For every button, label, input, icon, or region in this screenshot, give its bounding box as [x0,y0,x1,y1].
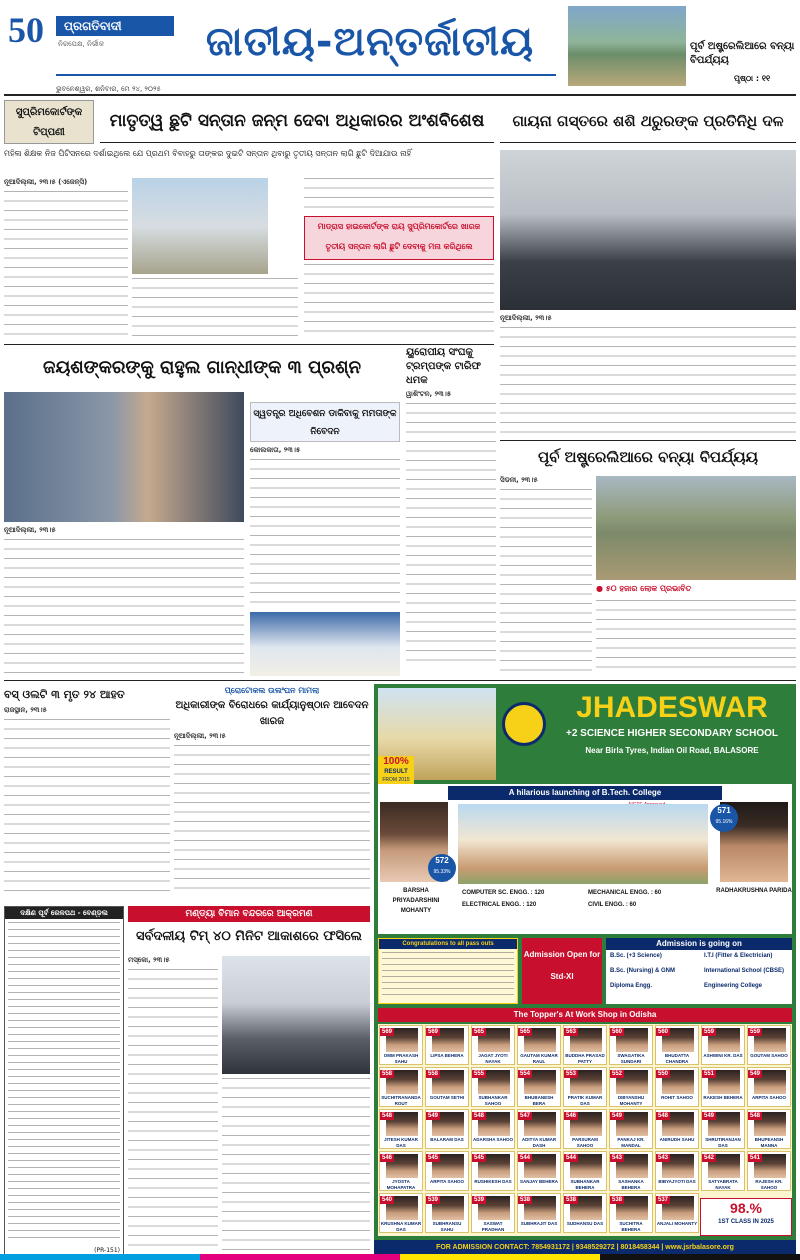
ad-first-class-box [700,1198,792,1236]
topper-card [655,1067,699,1107]
ad-student1-score: 572 [435,856,449,865]
anniversary-logo [8,8,48,60]
sc-body-filler-1 [4,191,128,339]
sc-body-col2 [132,278,298,338]
jaishankar-body-filler [4,539,244,675]
topper-name: ASHWINI KR. DAS [703,1053,743,1058]
airport-body-left [128,956,218,1256]
bus-dateline: ରାଜସ୍ଥାନ, ୨୩।୫ [4,706,47,714]
topper-name: SATYABRATA NAYAK [708,1179,738,1190]
ad-footer: FOR ADMISSION CONTACT: 7854931172 | 9348529272 | 8018458344 | www.jsrbalasore.org [374,1240,796,1256]
tender-notice [4,906,124,1256]
topper-score: 538 [520,1197,531,1203]
topper-card [609,1193,653,1233]
topper-score: 548 [474,1113,485,1119]
sc-dateline: ନୂଆଦିଲ୍ଲୀ, ୨୩।୫ (ଏଜେନ୍ସି) [4,178,88,186]
topper-name: SASWAT PRADHAN [481,1221,505,1232]
topper-name: BHUDATTA CHANDRA [664,1053,690,1064]
topper-name: SUBHRAJIT DAS [520,1221,558,1226]
flood-body-filler-1 [500,489,592,675]
topper-card [609,1151,653,1191]
airport-dateline: ମସ୍କୋ, ୨୩।୫ [128,956,170,964]
flood-story [500,440,796,676]
flood-body-right [596,600,796,676]
topper-card [655,1109,699,1149]
sc-building-photo [132,178,268,274]
ad-student2-score: 571 [717,806,731,815]
topper-name: JYOSTA MOHAPATRA [386,1179,416,1190]
bus-headline: ବସ୍ ଓଲଟି ୩ ମୃତ ୨୪ ଆହତ [4,688,125,701]
flood-photo [596,476,796,580]
topper-score: 549 [750,1071,761,1077]
topper-card [747,1109,791,1149]
topper-score: 560 [658,1029,669,1035]
ad-student1-score-badge [428,854,456,882]
sc-headline-rule [100,142,494,143]
sc-story [4,98,494,342]
ad-student1-pct: 95.33% [433,869,451,875]
school-ad [374,684,796,1256]
topper-name: BHUBANESH BERA [524,1095,554,1106]
protocol-story [174,684,370,902]
topper-name: ADARSHA SAHOO [472,1137,514,1142]
topper-score: 569 [428,1029,439,1035]
topper-name: PRATIK KUMAR DAS [567,1095,603,1106]
topper-name: SWAGATIKA SUNDARI [617,1053,645,1064]
ad-course-1: B.Sc. (Nursing) & GNM [610,968,676,974]
topper-score: 558 [428,1071,439,1077]
ad-info-row [378,938,792,1004]
ad-student2-name: RADHAKRUSHNA PARIDA [716,888,792,894]
topper-score: 539 [428,1197,439,1203]
topper-card [747,1025,791,1065]
anniversary-number: 50 [8,10,44,50]
topper-score: 560 [612,1029,623,1035]
mamata-dateline: କୋଲକାତା, ୨୩।୫ [250,446,301,454]
eu-headline: ୟୁରୋପୀୟ ସଂଘକୁ ଟ୍ରମ୍ପଙ୍କ ଟାରିଫ ଧମକ [406,347,482,386]
topper-score: 543 [612,1155,623,1161]
topper-score: 569 [382,1029,393,1035]
ad-congrats-box [378,938,518,1004]
topper-score: 541 [750,1155,761,1161]
topper-name: SHRUTIRANJAN DAS [705,1137,741,1148]
ad-result-badge [378,756,414,786]
ad-result-pct: 100% [383,756,409,767]
topper-score: 543 [658,1155,669,1161]
dateline-bar [56,74,556,93]
topper-card [425,1193,469,1233]
topper-card [425,1025,469,1065]
ad-course-3: I.T.I (Fitter & Electrician) [704,953,773,959]
topper-name: RAKESH BEHERA [703,1095,743,1100]
topper-score: 539 [474,1197,485,1203]
flood-teaser-text: ପୂର୍ବ ଅଷ୍ଟ୍ରେଲିଆରେ ବନ୍ୟା ବିପର୍ଯ୍ୟୟ [690,41,795,66]
topper-score: 550 [658,1071,669,1077]
topper-name: SUDHANSU DAS [566,1221,604,1226]
topper-score: 544 [520,1155,531,1161]
flood-headline: ପୂର୍ବ ଅଷ୍ଟ୍ରେଲିଆରେ ବନ୍ୟା ବିପର୍ଯ୍ୟୟ [537,448,759,466]
topper-score: 538 [566,1197,577,1203]
topper-name: JAGAT JYOTI NAYAK [478,1053,508,1064]
topper-score: 551 [704,1071,715,1077]
topper-card [563,1067,607,1107]
topper-name: ADITYA KUMAR DASH [521,1137,557,1148]
ad-courses-box [606,938,792,1004]
topper-card [425,1067,469,1107]
ad-school-sub: +2 SCIENCE HIGHER SECONDARY SCHOOL [566,728,778,739]
topper-score: 546 [382,1155,393,1161]
protocol-kicker: ପ୍ରୋଟୋକଲ ଉଲଂଘନ ମାମଲା [224,686,320,695]
topper-card [517,1067,561,1107]
topper-card [747,1067,791,1107]
bus-story [4,684,170,902]
eu-dateline: ୱାଶିଂଟନ, ୨୩।୫ [406,390,452,398]
sc-kicker: ସୁପ୍ରିମକୋର୍ଟଙ୍କ ଟିପ୍ପଣୀ [4,100,94,144]
protocol-dateline: ନୂଆଦିଲ୍ଲୀ, ୨୩।୫ [174,732,226,740]
bus-body-filler [4,719,170,895]
topper-score: 545 [428,1155,439,1161]
issue-date: ଭୁବନେଶ୍ୱର, ଶନିବାର, ମେ ୨୪, ୨୦୨୫ [56,85,161,93]
topper-score: 542 [704,1155,715,1161]
ad-course-5: Engineering College [704,983,763,989]
tharoor-headline-rule [500,142,796,143]
topper-score: 563 [566,1029,577,1035]
sc-intro: ମହିଳା ଶିକ୍ଷକ ନିଜ ପିଟିସନରେ ଦର୍ଶାଇଥିଲେ ଯେ ପ୍ରଥମ ବିବାହରୁ ତାଙ୍କର ଦୁଇଟି ସନ୍ତାନ ଥିବାରୁ ତୃତୀୟ ସନ୍ତାନ ଲାଗି ଛୁଟି ଦିଆଯାଉ ନାହିଁ [4,149,412,158]
topper-card [701,1109,745,1149]
topper-score: 548 [382,1113,393,1119]
topper-card [655,1193,699,1233]
protocol-headline: ଅଧିକାରୀଙ୍କ ବିରୋଧରେ କାର୍ଯ୍ୟାନୁଷ୍ଠାନ ଆବେଦନ ଖାରଜ [175,700,369,727]
topper-name: KRUSHNA KUMAR DAS [380,1221,422,1232]
topper-score: 555 [474,1071,485,1077]
ad-seat-0: COMPUTER SC. ENGG. : 120 [462,890,545,896]
tharoor-delegation-photo [500,150,796,310]
eu-body [406,390,496,670]
ad-student2-pct: 95.16% [715,819,733,825]
flood-top-rule [500,440,796,441]
topper-name: BIBYAJYOTI DAS [658,1179,696,1184]
topper-name: ANIRUDH SAHU [659,1137,695,1142]
topper-score: 548 [750,1113,761,1119]
topper-card [471,1109,515,1149]
tender-header: ଦକ୍ଷିଣ ପୂର୍ବ ରେଳପଥ - ବେଣ୍ଡ଼ଲ [5,907,123,919]
topper-card [563,1025,607,1065]
masthead [0,0,800,96]
ad-congrats-filler [382,952,514,1000]
ad-result-label: RESULT [384,769,408,775]
brand-name: ପ୍ରଗତିବାଦୀ [56,16,174,36]
topper-name: SASHANKA BEHERA [618,1179,644,1190]
topper-name: RUSHIKESH DAS [474,1179,512,1184]
topper-score: 552 [612,1071,623,1077]
mamata-headline-box [250,402,400,442]
topper-score: 559 [750,1029,761,1035]
topper-card [563,1193,607,1233]
airport-photo [222,956,370,1074]
topper-name: PARSURAM SAHOO [572,1137,598,1148]
tharoor-headline: ଗାୟନା ଗସ୍ତରେ ଶଶି ଥରୁରଙ୍କ ପ୍ରତିନିଧି ଦଳ [512,112,784,130]
topper-score: 559 [704,1029,715,1035]
topper-card [701,1025,745,1065]
mamata-body [250,446,400,606]
protocol-body [174,732,370,898]
tharoor-body [500,314,796,438]
registration-stripe [0,1254,800,1260]
topper-name: BHUPEANSH MANNA [754,1137,784,1148]
topper-card [379,1067,423,1107]
ad-admission-going: Admission is going on [606,938,792,950]
topper-score: 553 [566,1071,577,1077]
topper-name: SANJAY BEHERA [519,1179,558,1184]
sc-sub1: ମାଡ୍ରାସ ହାଇକୋର୍ଟଙ୍କ ରାୟ ସୁପ୍ରିମକୋର୍ଟରେ ଖାରଜ [317,222,481,231]
sc-sub2: ତୃତୀୟ ସନ୍ତାନ ଲାଗି ଛୁଟି ଦେବାକୁ ମନା କରିଥିଲେ [325,242,473,251]
page-number: ପୃଷ୍ଠା : ୧୧ [734,74,771,83]
topper-score: 538 [612,1197,623,1203]
topper-name: DIBYANSHU MOHANTY [617,1095,645,1106]
ad-college-banner: A hilarious launching of B.Tech. College [448,786,722,800]
flood-body-left [500,476,592,676]
topper-name: SUBHANKAR SAHOO [478,1095,508,1106]
protocol-body-filler [174,745,370,897]
tharoor-body-filler [500,327,796,437]
masthead-divider [4,94,796,96]
ad-toppers-title: The Topper's At Work Shop in Odisha [378,1008,792,1022]
mamata-headline: ସ୍ୱତନ୍ତ୍ର ଅଧିବେଶନ ଡାକିବାକୁ ମମତାଙ୍କ ନିବେଦନ [253,409,397,437]
jaishankar-story [4,346,400,676]
topper-name: SUCHITRANANDA ROUT [381,1095,421,1106]
topper-name: ANJALI MOHANTY [656,1221,698,1226]
flood-dateline: ସିଡନୀ, ୨୩।୫ [500,476,538,484]
topper-name: OMM PRAKASH SAHU [383,1053,419,1064]
topper-card [379,1193,423,1233]
topper-card [471,1067,515,1107]
sc-headline: ମାତୃତ୍ୱ ଛୁଟି ସନ୍ତାନ ଜନ୍ମ ଦେବା ଅଧିକାରର ଅଂଶବିଶେଷ [109,111,485,131]
jaishankar-dateline: ନୂଆଦିଲ୍ଲୀ, ୨୩।୫ [4,526,56,534]
ad-address: Near Birla Tyres, Indian Oil Road, BALASORE [585,746,759,755]
mamata-photo [250,612,400,676]
topper-score: 544 [566,1155,577,1161]
topper-name: GAUTAM KUMAR RAUL [520,1053,558,1064]
airport-body-right [222,1078,370,1256]
ad-seat-2: ELECTRICAL ENGG. : 120 [462,902,537,908]
tender-body-filler [8,922,120,1244]
topper-card [425,1151,469,1191]
jaishankar-body [4,526,244,676]
sc-subheadline-box [304,216,494,260]
ad-student2-score-badge [710,804,738,832]
ad-seat-3: CIVIL ENGG. : 60 [588,902,637,908]
topper-card [563,1109,607,1149]
mamata-story [250,402,400,676]
ad-college-panel [378,784,792,934]
ad-first-class-pct: 98.% [730,1200,762,1216]
topper-score: 565 [520,1029,531,1035]
row2-divider [4,680,796,681]
topper-score: 537 [658,1197,669,1203]
topper-card [747,1151,791,1191]
topper-card [701,1151,745,1191]
ad-course-0: B.Sc. (+3 Science) [610,953,662,959]
topper-card [609,1025,653,1065]
ad-admission-open: Admission Open for Std-XI [522,938,602,1004]
tharoor-dateline: ନୂଆଦିଲ୍ଲୀ, ୨୩।୫ [500,314,552,322]
topper-card [517,1025,561,1065]
sc-body-col1 [4,178,128,338]
topper-card [655,1025,699,1065]
sc-body-col3 [304,178,494,214]
topper-card [563,1151,607,1191]
section-title: ଜାତୀୟ-ଅନ୍ତର୍ଜାତୀୟ [205,19,535,65]
topper-card [701,1067,745,1107]
topper-name: BALARAM DAS [430,1137,464,1142]
airport-kicker: ମଣ୍ଡ୍ୟା ବିମାନ ବନ୍ଦରରେ ଆକ୍ରମଣ [128,906,370,922]
tharoor-story [500,98,796,438]
topper-card [471,1025,515,1065]
ad-student1-name: BARSHA PRIYADARSHINI MOHANTY [392,888,440,914]
row1-divider [4,344,494,345]
topper-score: 558 [382,1071,393,1077]
topper-score: 547 [520,1113,531,1119]
topper-name: SUBHRANSU SAHU [432,1221,462,1232]
topper-name: GOUTAM SAHOO [750,1053,788,1058]
topper-score: 549 [428,1113,439,1119]
topper-name: GOUTAM SETHI [429,1095,465,1100]
topper-card [379,1151,423,1191]
airport-body-filler-1 [128,969,218,1255]
topper-name: JITESH KUMAR DAS [384,1137,418,1148]
topper-card [655,1151,699,1191]
topper-card [471,1151,515,1191]
ad-course-4: International School (CBSE) [704,968,785,974]
brand-tagline: ନିରପେକ୍ଷ, ନିର୍ଭୀକ [58,40,105,48]
topper-score: 554 [520,1071,531,1077]
topper-name: RAJESH KR. SAHOO [755,1179,783,1190]
jaishankar-rahul-photo [4,392,244,522]
topper-name: ARPITA SAHOO [429,1179,464,1184]
topper-name: PANKAJ KR. MANDAL [617,1137,645,1148]
sc-body-col4 [304,264,494,338]
ad-school-crest [502,702,546,746]
topper-score: 540 [382,1197,393,1203]
topper-score: 565 [474,1029,485,1035]
bus-body [4,706,170,896]
ad-congrats: Congratulations to all pass outs [379,939,517,949]
tender-footer: (PR-151) [94,1247,120,1254]
airport-headline: ସର୍ବଦଳୀୟ ଟିମ୍ ୪୦ ମିନିଟ ଆକାଶରେ ଫସିଲେ [135,929,362,944]
ad-campus-photo [458,804,708,884]
jaishankar-headline: ଜୟଶଙ୍କରଙ୍କୁ ରାହୁଲ ଗାନ୍ଧୀଙ୍କ ୩ ପ୍ରଶ୍ନ [43,357,361,378]
topper-name: LIPSA BEHERA [430,1053,464,1058]
topper-card [379,1025,423,1065]
topper-name: ARPITA SAHOO [751,1095,786,1100]
ad-first-class-label: 1ST CLASS IN 2025 [718,1219,774,1225]
ad-course-2: Diploma Engg. [610,983,652,989]
topper-name: ROHIT SAHOO [661,1095,693,1100]
topper-score: 545 [474,1155,485,1161]
airport-story [128,906,370,1256]
topper-name: SUBHANKAR BEHERA [570,1179,600,1190]
ad-result-from: FROM 2015 [382,777,410,783]
topper-name: BUDDHA PRASAD PATTY [565,1053,605,1064]
flood-caption: ● ୫୦ ହଜାର ଲୋକ ପ୍ରଭାବିତ [596,584,692,593]
topper-card [379,1109,423,1149]
topper-card [471,1193,515,1233]
mamata-body-filler [250,459,400,605]
topper-card [517,1109,561,1149]
topper-card [517,1193,561,1233]
flood-teaser-photo [568,6,686,86]
topper-card [425,1109,469,1149]
topper-score: 549 [612,1113,623,1119]
eu-body-filler [406,403,496,669]
topper-card [609,1109,653,1149]
topper-score: 548 [658,1113,669,1119]
topper-name: SUCHITRA BEHERA [619,1221,643,1232]
ad-seats [462,888,706,918]
eu-story [406,346,496,676]
ad-seat-1: MECHANICAL ENGG. : 60 [588,890,662,896]
topper-score: 546 [566,1113,577,1119]
topper-score: 549 [704,1113,715,1119]
topper-card [517,1151,561,1191]
topper-card [609,1067,653,1107]
ad-school-name: JHADESWAR [576,691,768,724]
